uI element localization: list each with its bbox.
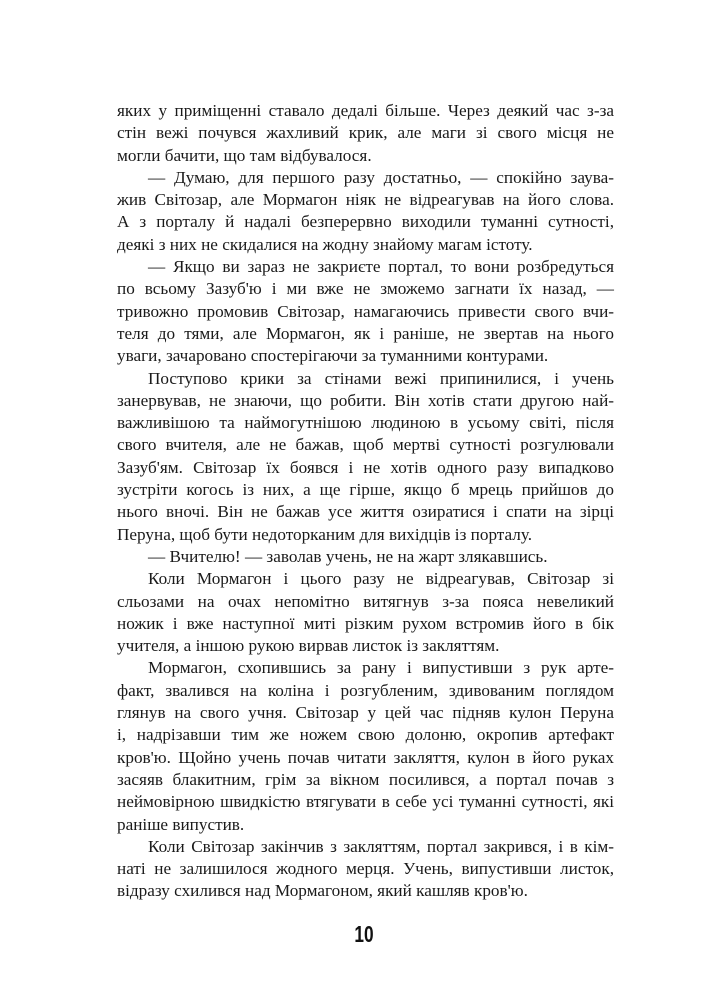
text-line: занервував, не знаючи, що робити. Він хотів стати другою най-: [117, 390, 614, 410]
text-line: кров'ю. Щойно учень почав читати закляття, кулон в його руках: [117, 747, 614, 767]
paragraph: [117, 657, 614, 835]
text-line: важливішою та наймогутнішою людиною в усьому світі, після: [117, 413, 614, 433]
text-line: засяяв блакитним, грім за вікном посилився, а портал почав з: [117, 769, 614, 789]
page-number: 10: [354, 921, 374, 947]
text-line: відразу схилився над Мормагоном, який кашляв кров'ю.: [117, 881, 528, 901]
text-line: — Думаю, для першого разу достатньо, — спокійно заува-: [148, 167, 614, 187]
text-line: жив Світозар, але Мормагон ніяк не відреагував на його слова.: [117, 190, 614, 210]
text-line: ножик і вже наступної миті різким рухом встромив його в бік: [117, 613, 614, 633]
text-line: Зазуб'ям. Світозар їх боявся і не хотів одного разу випадково: [117, 457, 614, 477]
paragraph: [117, 167, 614, 256]
text-line: уваги, зачаровано спостерігаючи за туманними контурами.: [117, 346, 549, 366]
paragraph: [117, 568, 614, 657]
text-line: теля до тями, але Мормагон, як і раніше, не звертав на нього: [117, 323, 614, 343]
text-line: Поступово крики за стінами вежі припинилися, і учень: [148, 368, 614, 388]
text-line: свого вчителя, але не бажав, щоб мертві сутності розгулювали: [117, 435, 614, 455]
text-line: деякі з них не скидалися на жодну знайому магам істоту.: [117, 234, 533, 254]
text-line: по всьому Зазуб'ю і ми вже не зможемо загнати їх назад, —: [117, 279, 614, 299]
text-line: яких у приміщенні ставало дедалі більше. Через деякий час з-за: [117, 101, 614, 120]
text-line: факт, звалився на коліна і розгубленим, здивованим поглядом: [117, 680, 614, 700]
text-line: зустріти когось із них, а ще гірше, якщо б мрець прийшов до: [117, 480, 614, 500]
text-line: і, надрізавши тим же ножем свою долоню, окропив артефакт: [117, 725, 614, 745]
text-line: могли бачити, що там відбувалося.: [117, 145, 372, 165]
text-line: наті не залишилося жодного мерця. Учень, випустивши листок,: [117, 859, 614, 879]
text-line: Перуна, щоб бути недоторканим для вихідців із порталу.: [117, 524, 533, 544]
text-line: Мормагон, схопившись за рану і випустивши з рук арте-: [148, 658, 614, 678]
text-line: Коли Мормагон і цього разу не відреагував, Світозар зі: [148, 569, 614, 589]
text-line: стін вежі почувся жахливий крик, але маги зі свого місця не: [117, 123, 614, 143]
text-line: глянув на свого учня. Світозар у цей час підняв кулон Перуна: [117, 703, 614, 723]
text-line: — Вчителю! — заволав учень, не на жарт злякавшись.: [148, 546, 548, 566]
text-line: учителя, а іншою рукою вирвав листок із закляттям.: [117, 636, 500, 656]
text-line: раніше випустив.: [117, 814, 245, 834]
text-line: нього вночі. Він не бажав усе життя озиратися і спати на зірці: [117, 502, 614, 522]
text-line: неймовірною швидкістю втягувати в себе усі туманні сутності, які: [117, 792, 614, 812]
text-line: А з порталу й надалі безперервно виходили туманні сутності,: [117, 212, 614, 232]
paragraph: [117, 546, 614, 568]
text-line: тривожно промовив Світозар, намагаючись привести свого вчи-: [117, 301, 614, 321]
paragraph: [117, 368, 614, 546]
text-line: — Якщо ви зараз не закриєте портал, то вони розбредуться: [148, 257, 614, 277]
paragraph: [117, 836, 614, 903]
text-line: Коли Світозар закінчив з закляттям, портал закрився, і в кім-: [148, 836, 614, 856]
text-line: сльозами на очах непомітно витягнув з-за пояса невеликий: [117, 591, 614, 611]
paragraph: [117, 256, 614, 367]
book-page-text: [117, 100, 614, 903]
paragraph: [117, 100, 614, 167]
